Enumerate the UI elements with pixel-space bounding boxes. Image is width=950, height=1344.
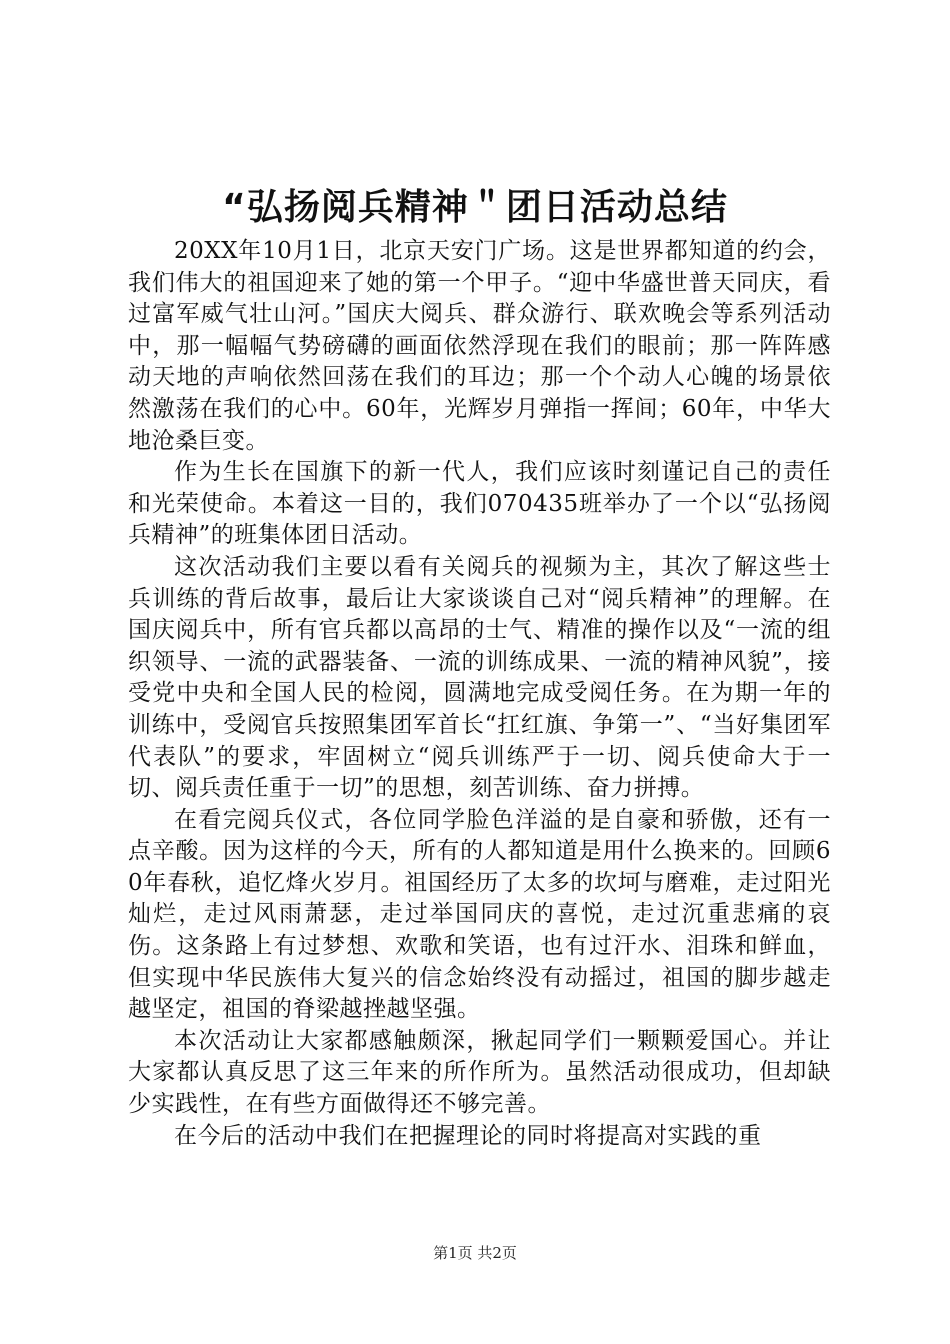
paragraph-6: 在今后的活动中我们在把握理论的同时将提高对实践的重 [174,1122,762,1149]
paragraph-3: 这次活动我们主要以看有关阅兵的视频为主，其次了解这些士兵训练的背后故事，最后让大家谈谈自己对“阅兵精神”的理解。在国庆阅兵中，所有官兵都以高昂的士气、精准的操作以及“一流的组织领导、一流的武器装备、一流的训练成果、一流的精神风貌”，接受党中央和全国人民的检阅，圆满地完成受阅任务。在为期一年的训练中，受阅官兵按照集团军首长“扛红旗、争第一”、“当好集团军代表队”的要求，牢固树立“阅兵训练严于一切、阅兵使命大于一切、阅兵责任重于一切”的思想，刻苦训练、奋力拼搏。 [128,553,831,802]
document-body [128,236,831,1152]
paragraph-5: 本次活动让大家都感触颇深，揪起同学们一颗颗爱国心。并让大家都认真反思了这三年来的所作所为。虽然活动很成功，但却缺少实践性，在有些方面做得还不够完善。 [128,1027,831,1118]
paragraph-1: 20XX年10月1日，北京天安门广场。这是世界都知道的约会，我们伟大的祖国迎来了她的第一个甲子。“迎中华盛世普天同庆，看过富军威气壮山河。”国庆大阅兵、群众游行、联欢晚会等系列活动中，那一幅幅气势磅礴的画面依然浮现在我们的眼前；那一阵阵感动天地的声响依然回荡在我们的耳边；那一个个动人心魄的场景依然激荡在我们的心中。60年，光辉岁月弹指一挥间；60年，中华大地沧桑巨变。 [128,238,831,454]
page-number-footer: 第1页 共2页 [433,1244,517,1262]
document-title: “弘扬阅兵精神＂团日活动总结 [222,187,728,228]
paragraph-2: 作为生长在国旗下的新一代人，我们应该时刻谨记自己的责任和光荣使命。本着这一目的，我们070435班举办了一个以“弘扬阅兵精神”的班集体团日活动。 [128,459,831,549]
paragraph-4: 在看完阅兵仪式，各位同学脸色洋溢的是自豪和骄傲，还有一点辛酸。因为这样的今天，所有的人都知道是用什么换来的。回顾60年春秋，追忆烽火岁月。祖国经历了太多的坎坷与磨难，走过阳光灿烂，走过风雨萧瑟，走过举国同庆的喜悦，走过沉重悲痛的哀伤。这条路上有过梦想、欢歌和笑语，也有过汗水、泪珠和鲜血，但实现中华民族伟大复兴的信念始终没有动摇过，祖国的脚步越走越坚定，祖国的脊梁越挫越坚强。 [128,806,831,1023]
